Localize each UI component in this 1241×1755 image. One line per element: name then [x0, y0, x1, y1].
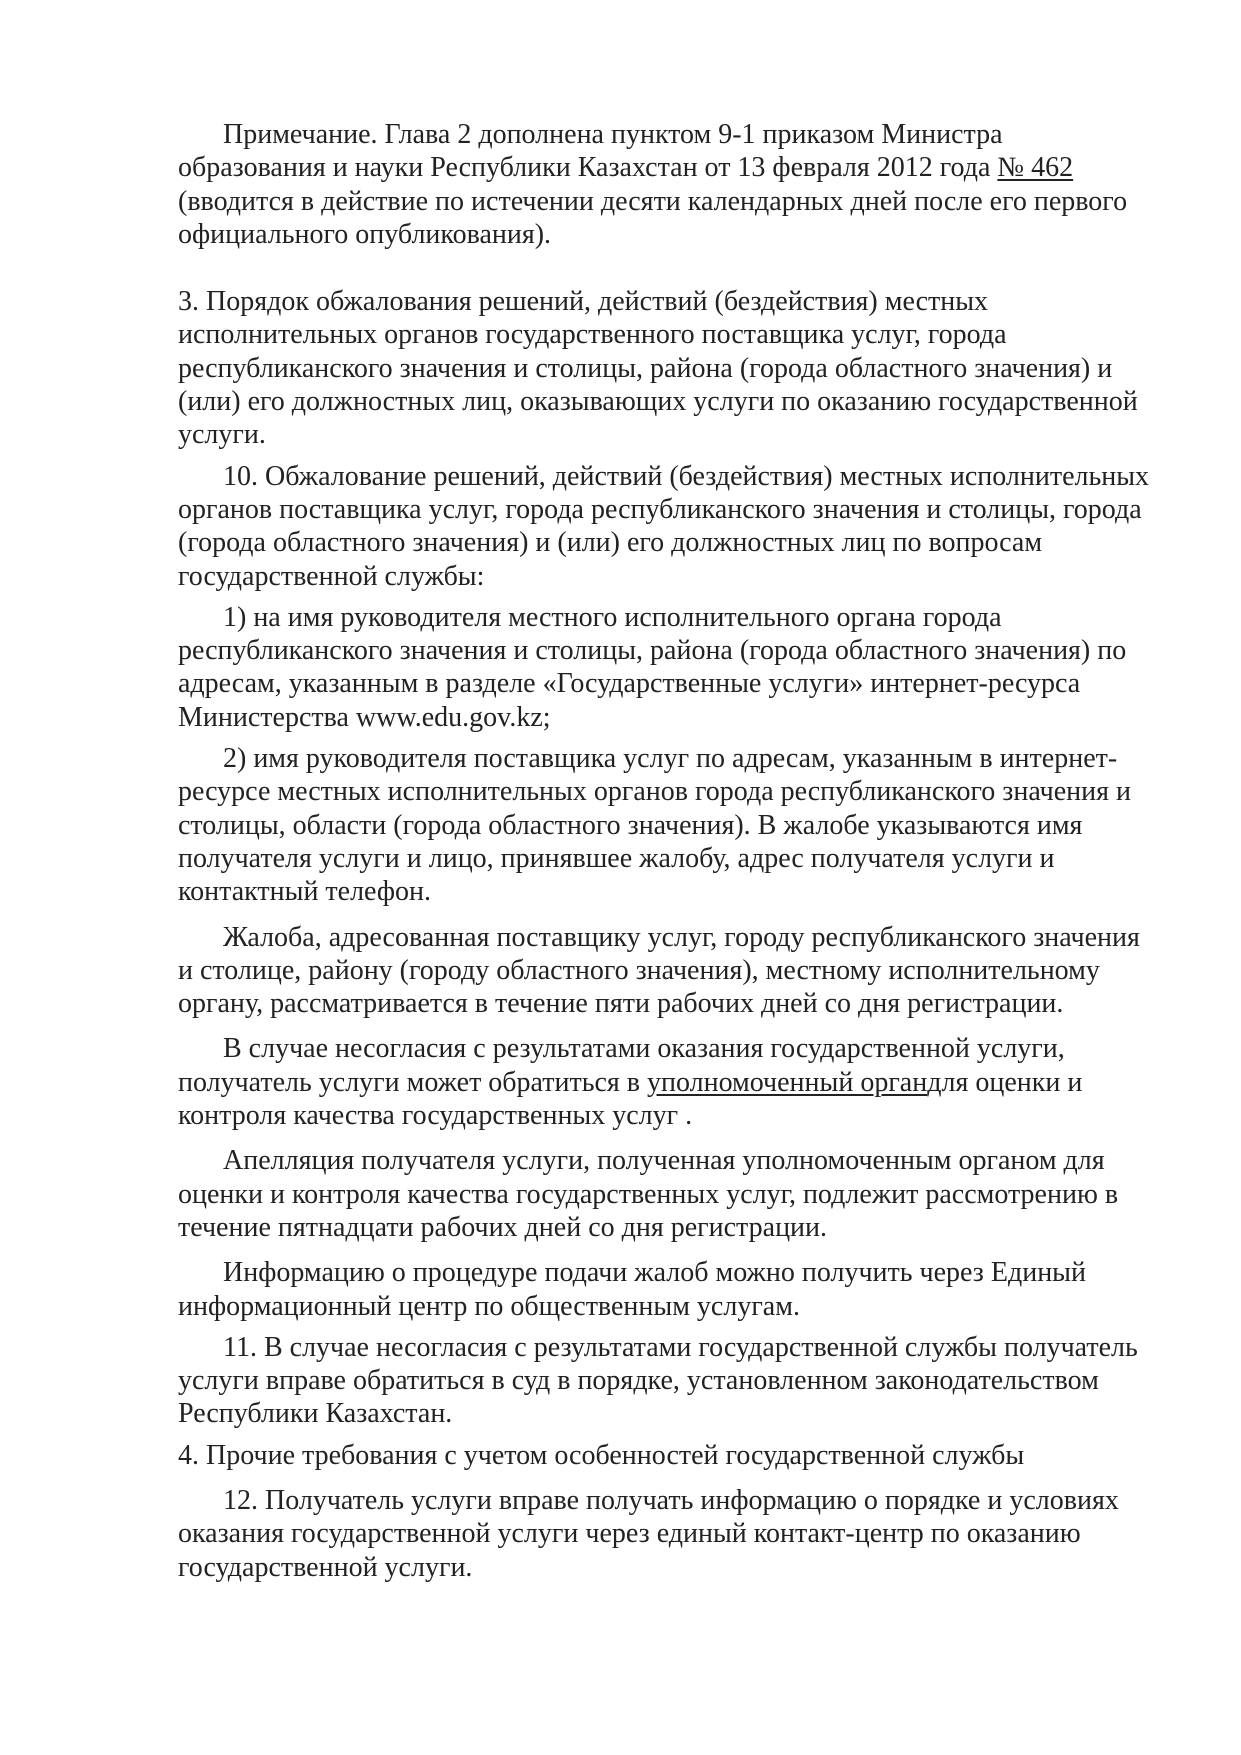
info-paragraph: Информацию о процедуре подачи жалоб можно получить через Единый информационный центр по общественным услугам. [178, 1257, 1086, 1322]
document-page [178, 118, 1153, 1584]
note-paragraph [178, 118, 1153, 251]
note-text: Примечание. Глава 2 дополнена пунктом 9-1 приказом Министра образования и науки Республики Казахстан от 13 февраля 2012 года [178, 119, 1003, 184]
disagreement-text-continued: для оценки и контроля качества государственных услуг . [178, 1066, 1083, 1132]
section-4-heading: 4. Прочие требования с учетом особенностей государственной службы [178, 1439, 1025, 1471]
order-link[interactable]: № 462 [997, 152, 1074, 184]
paragraph-10: 10. Обжалование решений, действий (бездействия) местных исполнительных органов поставщика услуг, города республиканского значения и столицы, города (города областного значения) и (или) его должностных лиц по вопросам государственной службы: [178, 460, 1150, 592]
section-3-heading: 3. Порядок обжалования решений, действий (бездействия) местных исполнительных органов государственного поставщика услуг, города республиканского значения и столицы, района (города областного значения) и (или) его должностных лиц, оказывающих услуги по оказанию государственной услуги. [178, 286, 1138, 451]
authorized-body-link[interactable]: уполномоченный орган [647, 1066, 928, 1098]
appeal-paragraph: Апелляция получателя услуги, полученная уполномоченным органом для оценки и контроля качества государственных услуг, подлежит рассмотрению в течение пятнадцати рабочих дней со дня регистрации. [178, 1145, 1119, 1243]
disagreement-text: В случае несогласия с результатами оказания государственной услуги, получатель услуги может обратиться в [178, 1033, 1065, 1098]
paragraph-11: 11. В случае несогласия с результатами государственной службы получатель услуги вправе обратиться в суд в порядке, установленном законодательством Республики Казахстан. [178, 1331, 1138, 1430]
complaint-paragraph: Жалоба, адресованная поставщику услуг, городу республиканского значения и столице, району (городу областного значения), местному исполнительному органу, рассматривается в течение пяти рабочих дней со дня регистрации. [178, 921, 1140, 1020]
disagreement-paragraph [178, 1032, 1153, 1132]
paragraph-10-item-2: 2) имя руководителя поставщика услуг по адресам, указанным в интернет-ресурсе местных исполнительных органов города республиканского значения и столицы, области (города областного значения). В жалобе указываются имя получателя услуги и лицо, принявшее жалобу, адрес получателя услуги и контактный телефон. [178, 743, 1131, 908]
note-text-continued: (вводится в действие по истечении десяти календарных дней после его первого официального опубликования). [178, 185, 1128, 250]
paragraph-10-item-1: 1) на имя руководителя местного исполнительного органа города республиканского значения и столицы, района (города областного значения) по адресам, указанным в разделе «Государственные услуги» интернет-ресурса Министерства www.edu.gov.kz; [178, 601, 1127, 733]
paragraph-12: 12. Получатель услуги вправе получать информацию о порядке и условиях оказания государственной услуги через единый контакт-центр по оказанию государственной услуги. [178, 1484, 1119, 1583]
